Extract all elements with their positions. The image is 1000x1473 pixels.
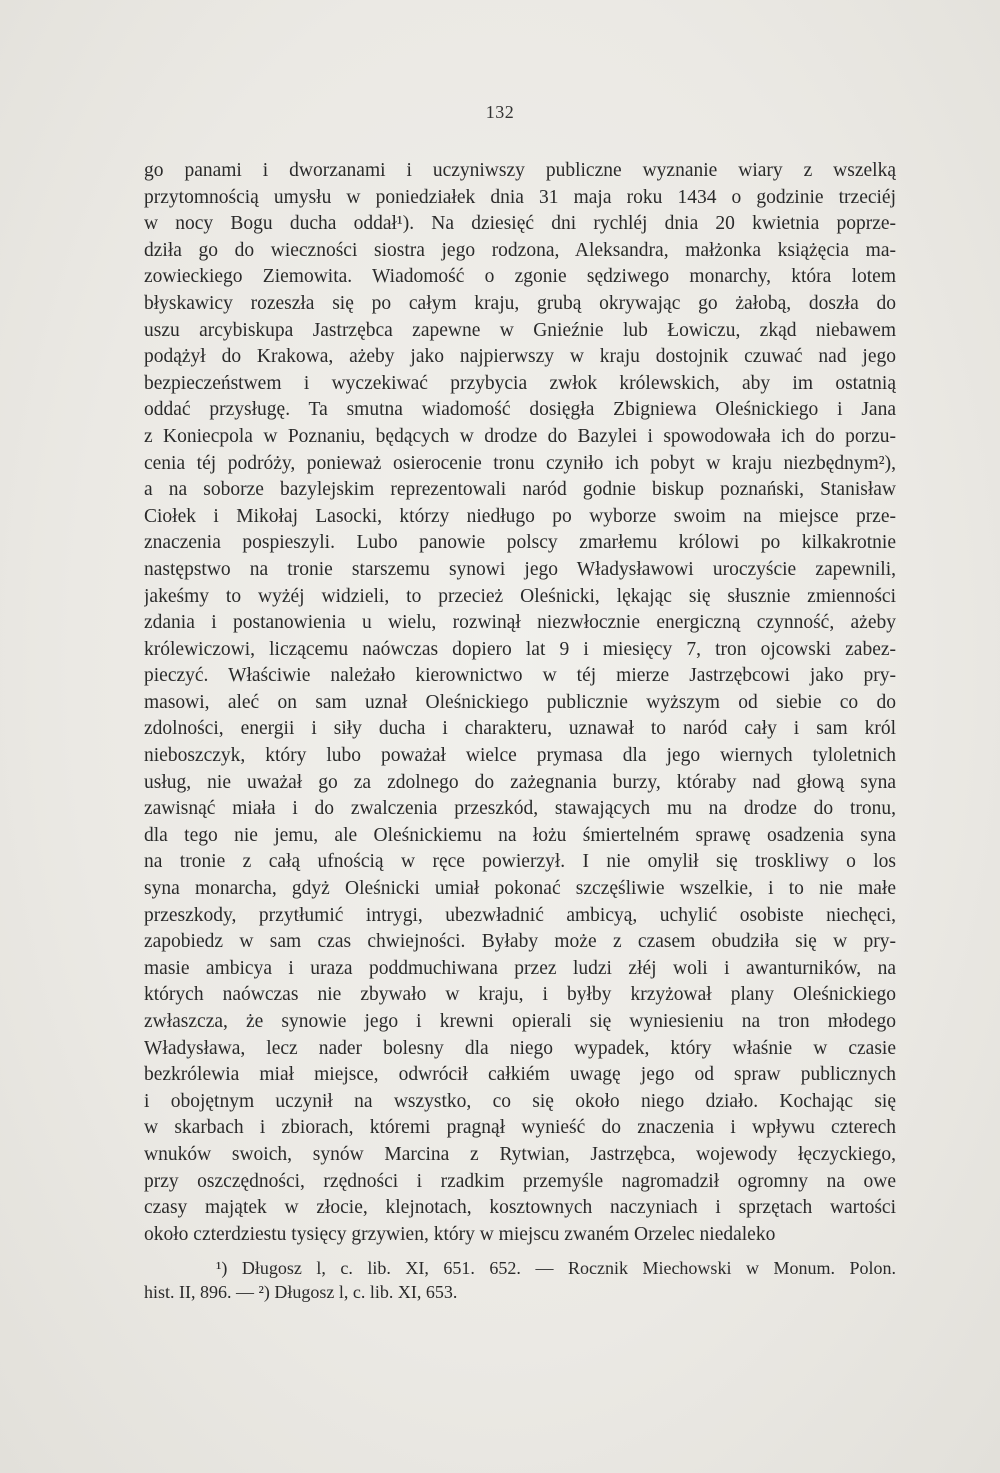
text-line: uszu arcybiskupa Jastrzębca zapewne w Gnieźnie lub Łowiczu, zkąd niebawem [144, 319, 896, 341]
page-number: 132 [485, 102, 515, 122]
text-line: bezpieczeństwem i wyczekiwać przybycia zwłok królewskich, aby im ostatnią [144, 372, 896, 394]
footnotes [144, 1256, 896, 1304]
text-line: błyskawicy rozeszła się po całym kraju, grubą okrywając go żałobą, doszła do [144, 292, 896, 314]
text-line: syna monarcha, gdyż Oleśnicki umiał pokonać szczęśliwie wszelkie, i to nie małe [144, 878, 896, 900]
text-line: pieczyć. Właściwie należało kierownictwo w téj mierze Jastrzębcowi jako pry- [144, 665, 896, 687]
text-line: dla tego nie jemu, ale Oleśnickiemu na łożu śmiertelném sprawę osadzenia syna [144, 824, 896, 846]
body-text [144, 158, 896, 1248]
text-line: dziła go do wieczności siostra jego rodzona, Aleksandra, małżonka książęcia ma- [144, 239, 896, 261]
footnote-line: ¹) Długosz l, c. lib. XI, 651. 652. — Rocznik Miechowski w Monum. Polon. [216, 1258, 896, 1278]
text-line: zwłaszcza, że synowie jego i krewni opierali się wyniesieniu na tron młodego [144, 1011, 896, 1032]
text-line: królewiczowi, liczącemu naówczas dopiero lat 9 i miesięcy 7, tron ojcowski zabez- [144, 638, 896, 660]
text-line: zdolności, energii i siły ducha i charakteru, uznawał to naród cały i sam król [144, 718, 896, 740]
text-line: znaczenia pospieszyli. Lubo panowie polscy zmarłemu królowi po kilkakrotnie [144, 532, 896, 554]
text-line: przeszkody, przytłumić intrygi, ubezwładnić ambicyą, uchylić osobiste niechęci, [144, 904, 896, 926]
text-line: których naówczas nie zbywało w kraju, i byłby krzyżował plany Oleśnickiego [144, 984, 896, 1006]
text-line: zapobiedz w sam czas chwiejności. Byłaby może z czasem obudziła się w pry- [144, 931, 896, 953]
text-line: następstwo na tronie starszemu synowi jego Władysławowi uroczyście zapewnili, [144, 558, 896, 580]
text-line: podążył do Krakowa, ażeby jako najpierwszy w kraju dostojnik czuwać nad jego [144, 346, 896, 368]
text-line: bezkrólewia miał miejsce, odwrócił całkiém uwagę jego od spraw publicznych [144, 1064, 896, 1086]
text-line: przytomnością umysłu w poniedziałek dnia 31 maja roku 1434 o godzinie trzeciéj [144, 186, 896, 208]
text-line: go panami i dworzanami i uczyniwszy publiczne wyznanie wiary z wszelką [144, 160, 896, 181]
text-line: około czterdziestu tysięcy grzywien, który w miejscu zwaném Orzelec niedaleko [144, 1223, 776, 1245]
text-line: zowieckiego Ziemowita. Wiadomość o zgonie sędziwego monarchy, która lotem [144, 266, 896, 288]
text-line: Władysława, lecz nader bolesny dla niego wypadek, który właśnie w czasie [144, 1037, 896, 1059]
text-line: i obojętnym uczynił na wszystko, co się około niego działo. Kochając się [144, 1090, 896, 1112]
text-line: zdania i postanowienia u wielu, rozwinął niezwłocznie energiczną czynność, ażeby [144, 612, 896, 634]
text-line: nieboszczyk, który lubo poważał wielce prymasa dla jego wiernych tyloletnich [144, 745, 896, 767]
text-line: przy oszczędności, rzędności i rzadkim przemyśle nagromadził ogromny na owe [144, 1170, 896, 1192]
text-line: jakeśmy to wyżéj widzieli, to przecież Oleśnicki, lękając się słusznie zmienności [144, 585, 896, 607]
text-line: oddać przysługę. Ta smutna wiadomość dosięgła Zbigniewa Oleśnickiego i Jana [144, 399, 896, 421]
text-line: w skarbach i zbiorach, któremi pragnął wynieść do znaczenia i wpływu czterech [144, 1117, 896, 1139]
text-line: cenia téj podróży, ponieważ osierocenie tronu czyniło ich pobyt w kraju niezbędnym²), [144, 452, 896, 474]
text-line: czasy majątek w złocie, klejnotach, kosztownych naczyniach i sprzętach wartości [144, 1197, 896, 1219]
text-line: w nocy Bogu ducha oddał¹). Na dziesięć dni rychléj dnia 20 kwietnia poprze- [144, 213, 896, 235]
text-line: zawisnąć miała i do zwalczenia przeszkód, stawających mu na drodze do tronu, [144, 798, 896, 820]
text-line: wnuków swoich, synów Marcina z Rytwian, Jastrzębca, wojewody łęczyckiego, [144, 1143, 896, 1165]
text-line: z Koniecpola w Poznaniu, będących w drodze do Bazylei i spowodowała ich do porzu- [144, 425, 896, 447]
text-line: masowi, aleć on sam uznał Oleśnickiego publicznie wyższym od siebie co do [144, 691, 896, 713]
text-line: na tronie z całą ufnością w ręce powierzył. I nie omylił się troskliwy o los [144, 851, 896, 873]
text-line: masie ambicya i uraza poddmuchiwana przez ludzi złéj woli i awanturników, na [144, 957, 896, 979]
text-line: usług, nie uważał go za zdolnego do zażegnania burzy, któraby nad głową syna [144, 771, 896, 793]
footnote-line: hist. II, 896. — ²) Długosz l, c. lib. XI, 653. [144, 1282, 458, 1302]
text-line: a na soborze bazylejskim reprezentowali naród godnie biskup poznański, Stanisław [144, 479, 896, 501]
text-line: Ciołek i Mikołaj Lasocki, którzy niedługo po wyborze swoim na miejsce prze- [144, 505, 896, 527]
